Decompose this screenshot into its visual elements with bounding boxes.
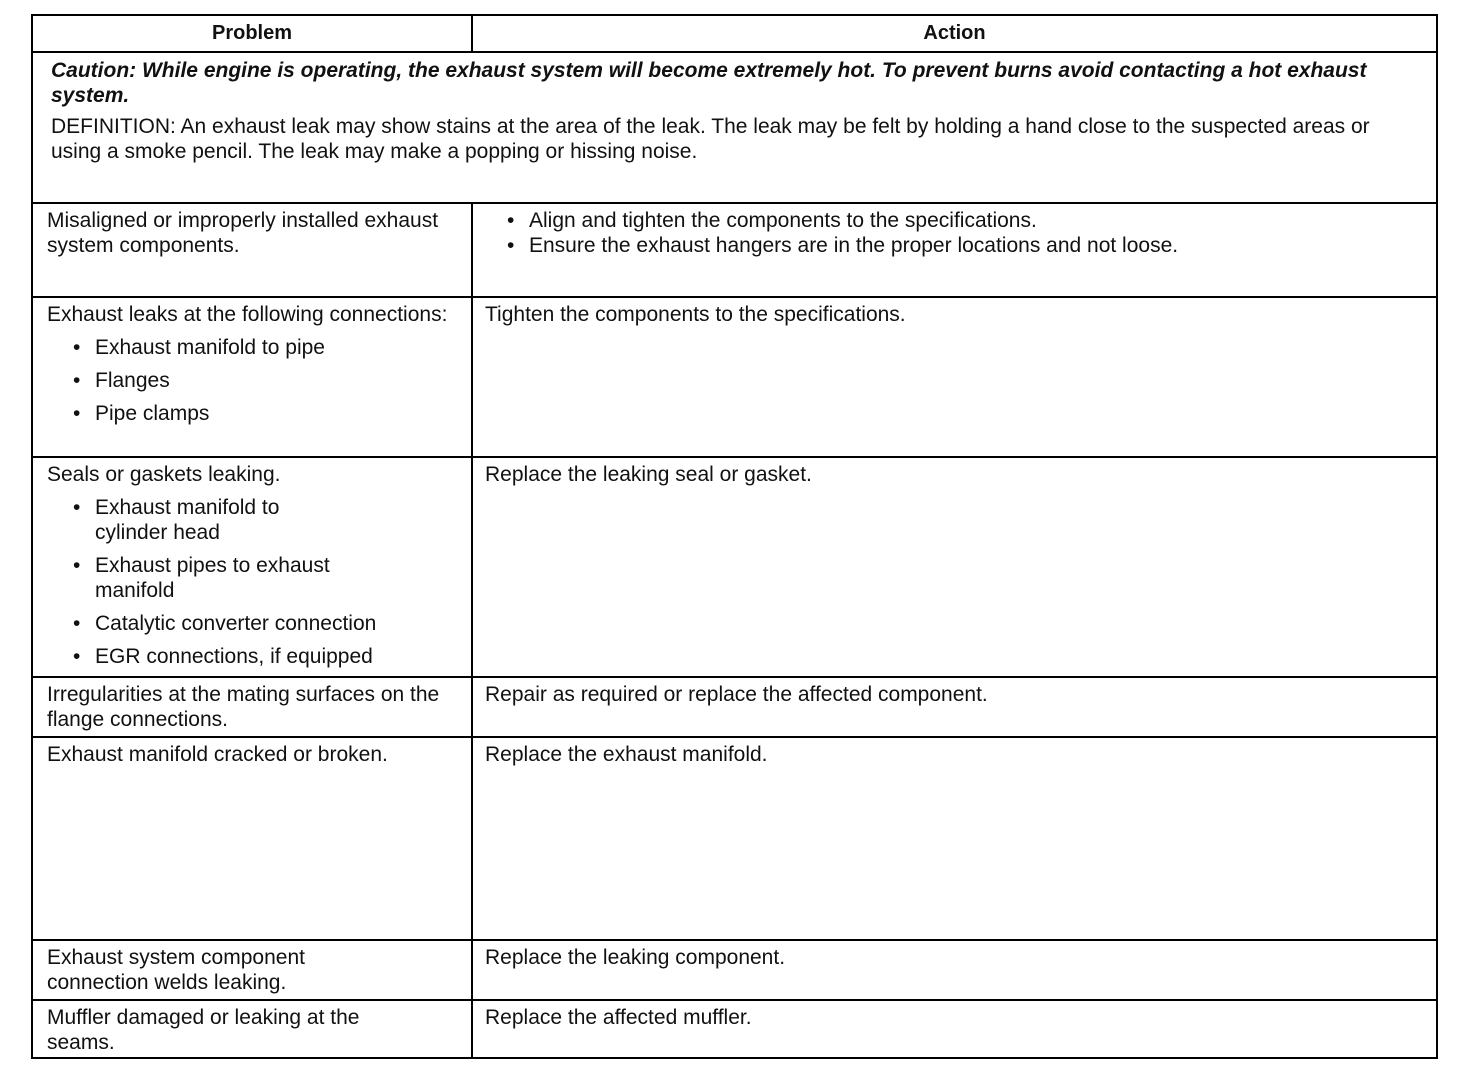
table-row [33,678,1436,738]
definition-note: DEFINITION: An exhaust leak may show stains at the area of the leak. The leak may be felt by holding a hand close to the suspected areas or using a smoke pencil. The leak may make a popping or hissing noise. [51,115,1370,163]
header-row [33,16,1436,53]
problem-bullet-item: • Catalytic converter connection [47,611,457,636]
problem-bullet-item: • Flanges [47,368,457,393]
action-column-header: Action [923,22,986,44]
problem-text: Exhaust system component connection welds leaking. [47,946,305,994]
caution-row [33,53,1436,204]
problem-column-header: Problem [33,16,473,51]
action-text: Repair as required or replace the affected component. [485,683,988,706]
action-text: Replace the affected muffler. [485,1006,752,1029]
action-text: Replace the exhaust manifold. [485,743,768,766]
action-text: Replace the leaking seal or gasket. [485,463,812,486]
problem-text: Exhaust manifold cracked or broken. [47,743,388,766]
table-row [33,1001,1436,1057]
problem-bullet-item: • Exhaust pipes to exhaust manifold [47,553,385,603]
table-row [33,738,1436,941]
problem-text: Misaligned or improperly installed exhaust system components. [47,209,439,257]
action-bullet-item: • Ensure the exhaust hangers are in the proper locations and not loose. [485,233,1422,258]
table-row [33,458,1436,678]
caution-note: Caution: While engine is operating, the exhaust system will become extremely hot. To prevent burns avoid contacting a hot exhaust system. [51,59,1367,107]
table-row [33,298,1436,458]
problem-text: Muffler damaged or leaking at the seams. [47,1006,360,1054]
problem-text: Seals or gaskets leaking. [47,463,281,486]
action-text: Tighten the components to the specifications. [485,303,906,326]
action-bullet-item: • Align and tighten the components to the specifications. [485,208,1422,233]
problem-bullet-item: • Exhaust manifold to pipe [47,335,457,360]
problem-bullet-item: • Exhaust manifold to cylinder head [47,495,325,545]
problem-text: Exhaust leaks at the following connections: [47,303,448,326]
table-row [33,941,1436,1001]
table-row [33,204,1436,298]
action-text: Replace the leaking component. [485,946,786,969]
problem-text: Irregularities at the mating surfaces on the flange connections. [47,683,440,731]
diagnostic-table [31,14,1438,1059]
problem-bullet-item: • EGR connections, if equipped [47,644,457,669]
problem-bullet-item: • Pipe clamps [47,401,457,426]
